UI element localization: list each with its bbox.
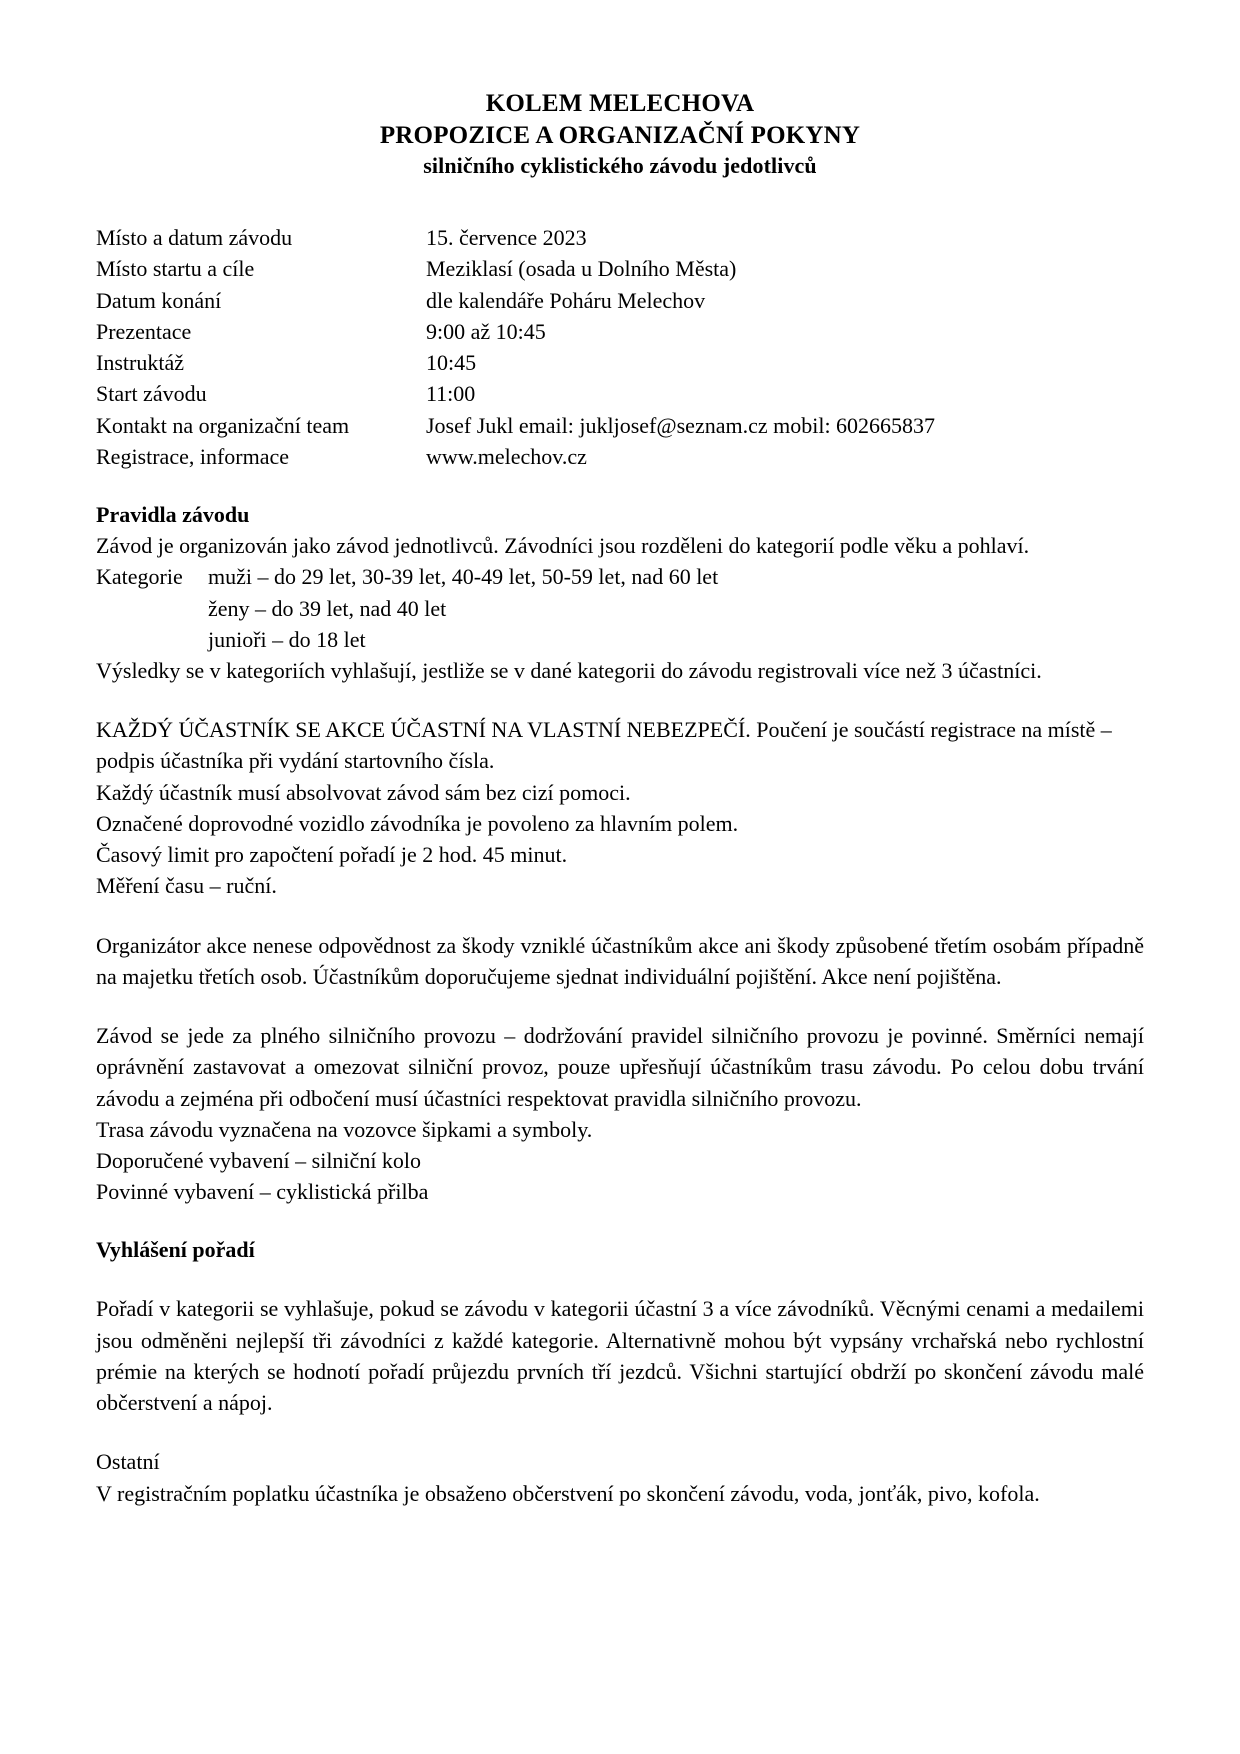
rules-heading: Pravidla závodu xyxy=(96,502,250,528)
table-row xyxy=(96,593,718,624)
info-label: Prezentace xyxy=(96,318,192,344)
categories-label: Kategorie xyxy=(96,564,183,590)
info-value: 15. července 2023 xyxy=(426,225,587,251)
title-line-3: silničního cyklistického závodu jedotlivců xyxy=(423,153,817,178)
table-row xyxy=(96,285,1144,316)
table-row xyxy=(96,378,1144,409)
spacer xyxy=(96,1265,1144,1293)
info-label: Start závodu xyxy=(96,381,207,407)
table-row xyxy=(96,441,1144,472)
results-heading: Vyhlášení pořadí xyxy=(96,1237,255,1263)
categories-table xyxy=(96,561,718,655)
table-row xyxy=(96,624,718,655)
categories-label-empty xyxy=(96,593,208,624)
category-women: ženy – do 39 let, nad 40 let xyxy=(208,595,447,621)
info-label: Místo a datum závodu xyxy=(96,225,293,251)
spacer xyxy=(96,1418,1144,1446)
safety-paragraph: KAŽDÝ ÚČASTNÍK SE AKCE ÚČASTNÍ NA VLASTNÍ NEBEZPEČÍ. Poučení je součástí registrace na místě – podpis účastníka při vydání startovního čísla. xyxy=(96,717,1112,774)
document-title xyxy=(96,88,1144,180)
rule-route-marking: Trasa závodu vyznačena na vozovce šipkami a symboly. xyxy=(96,1116,593,1142)
categories-label-empty xyxy=(96,624,208,655)
other-paragraph: V registračním poplatku účastníka je obsaženo občerstvení po skončení závodu, voda, jonťák, pivo, kofola. xyxy=(96,1480,1040,1506)
info-value: 11:00 xyxy=(426,381,476,407)
info-label: Registrace, informace xyxy=(96,443,290,469)
title-line-2: PROPOZICE A ORGANIZAČNÍ POKYNY xyxy=(379,122,861,149)
rule-support-vehicle: Označené doprovodné vozidlo závodníka je povoleno za hlavním polem. xyxy=(96,810,739,836)
category-men: muži – do 29 let, 30-39 let, 40-49 let, 50-59 let, nad 60 let xyxy=(208,564,719,590)
info-value: www.melechov.cz xyxy=(426,443,587,469)
other-heading: Ostatní xyxy=(96,1449,160,1475)
info-label: Instruktáž xyxy=(96,350,184,376)
info-value: 9:00 až 10:45 xyxy=(426,318,546,344)
table-row xyxy=(96,316,1144,347)
table-row xyxy=(96,347,1144,378)
rule-time-limit: Časový limit pro započtení pořadí je 2 hod. 45 minut. xyxy=(96,842,568,868)
info-label: Datum konání xyxy=(96,287,222,313)
category-juniors: junioři – do 18 let xyxy=(208,626,366,652)
event-info-table xyxy=(96,222,1144,472)
rule-recommended-equipment: Doporučené vybavení – silniční kolo xyxy=(96,1148,422,1174)
info-value: Josef Jukl email: jukljosef@seznam.cz mobil: 602665837 xyxy=(426,412,936,438)
title-line-1: KOLEM MELECHOVA xyxy=(485,90,755,117)
rule-timing: Měření času – ruční. xyxy=(96,873,277,899)
spacer xyxy=(96,686,1144,714)
spacer xyxy=(96,992,1144,1020)
info-value: 10:45 xyxy=(426,350,477,376)
liability-paragraph: Organizátor akce nenese odpovědnost za škody vzniklé účastníkům akce ani škody způsobené třetím osobám případně na majetku třetích osob. Účastníkům doporučujeme sjednat individuální pojištění. Akce není pojištěna. xyxy=(96,932,1144,989)
table-row xyxy=(96,561,718,592)
results-paragraph: Pořadí v kategorii se vyhlašuje, pokud se závodu v kategorii účastní 3 a více závodníků. Věcnými cenami a medailemi jsou odměněni nejlepší tři závodníci z každé kategorie. Alternativně mohou být vypsány vrchařská nebo rychlostní prémie na kterých se hodnotí pořadí průjezdu prvních tří jezdců. Všichni startující obdrží po skončení závodu malé občerstvení a nápoj. xyxy=(96,1296,1144,1416)
rules-intro: Závod je organizován jako závod jednotlivců. Závodníci jsou rozděleni do kategorií podle věku a pohlaví. xyxy=(96,533,1030,559)
rule-self-support: Každý účastník musí absolvovat závod sám bez cizí pomoci. xyxy=(96,779,631,805)
traffic-paragraph: Závod se jede za plného silničního provozu – dodržování pravidel silničního provozu je povinné. Směrníci nemají oprávnění zastavovat a omezovat silniční provoz, pouze upřesňují účastníkům trasu závodu. Po celou dobu trvání závodu a zejména při odbočení musí účastníci respektovat pravidla silničního provozu. xyxy=(96,1023,1144,1111)
table-row xyxy=(96,222,1144,253)
info-value: Meziklasí (osada u Dolního Města) xyxy=(426,256,737,282)
info-label: Kontakt na organizační team xyxy=(96,412,350,438)
rule-mandatory-equipment: Povinné vybavení – cyklistická přilba xyxy=(96,1179,429,1205)
info-label: Místo startu a cíle xyxy=(96,256,255,282)
info-value: dle kalendáře Poháru Melechov xyxy=(426,287,706,313)
spacer xyxy=(96,902,1144,930)
table-row xyxy=(96,253,1144,284)
table-row xyxy=(96,410,1144,441)
results-note: Výsledky se v kategoriích vyhlašují, jestliže se v dané kategorii do závodu registrovali více než 3 účastníci. xyxy=(96,657,1042,683)
